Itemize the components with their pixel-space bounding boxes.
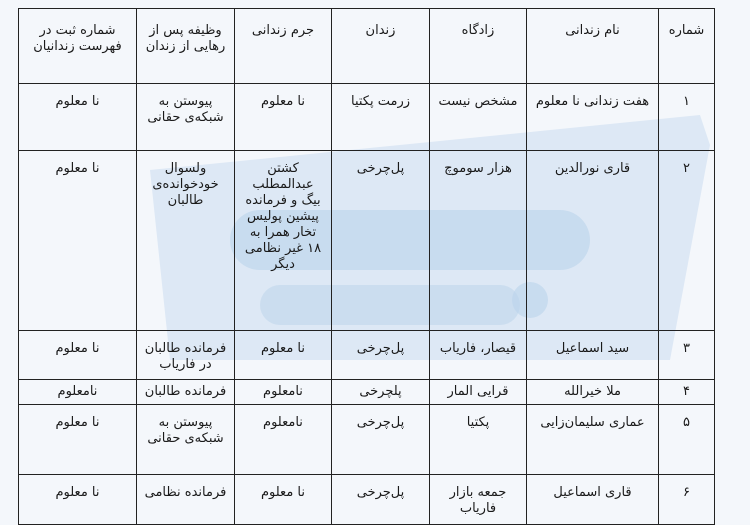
cell-birthplace: جمعه بازار فاریاب: [430, 475, 527, 525]
cell-number: ۴: [659, 380, 715, 405]
cell-birthplace: پکتیا: [430, 405, 527, 475]
cell-registry-number: نا معلوم: [19, 405, 137, 475]
cell-prisoner-name: هفت زندانی نا معلوم: [527, 84, 659, 151]
cell-number: ۶: [659, 475, 715, 525]
table-header-row: [19, 9, 715, 84]
cell-crime: نا معلوم: [235, 331, 332, 380]
cell-crime: نامعلوم: [235, 380, 332, 405]
prisoners-table: [18, 8, 715, 525]
header-crime: جرم زندانی: [235, 9, 332, 84]
cell-prisoner-name: ملا خیرالله: [527, 380, 659, 405]
cell-birthplace: مشخص نیست: [430, 84, 527, 151]
cell-registry-number: نا معلوم: [19, 331, 137, 380]
cell-birthplace: هزار سوموچ: [430, 151, 527, 331]
cell-prison: پلچرخی: [332, 380, 430, 405]
cell-crime: کشتن عبدالمطلب بیگ و فرمانده پیشین پولیس تخار همرا به ۱۸ غیر نظامی دیگر: [235, 151, 332, 331]
table-row: [19, 84, 715, 151]
cell-role-after-release: فرمانده طالبان در فاریاب: [137, 331, 235, 380]
cell-registry-number: نا معلوم: [19, 84, 137, 151]
cell-role-after-release: پیوستن به شبکه‌ی حقانی: [137, 405, 235, 475]
table-row: [19, 151, 715, 331]
header-birthplace: زادگاه: [430, 9, 527, 84]
cell-registry-number: نا معلوم: [19, 475, 137, 525]
cell-prison: پل‌چرخی: [332, 151, 430, 331]
cell-role-after-release: ولسوال خودخوانده‌ی طالبان: [137, 151, 235, 331]
cell-prisoner-name: سید اسماعیل: [527, 331, 659, 380]
cell-number: ۵: [659, 405, 715, 475]
cell-registry-number: نامعلوم: [19, 380, 137, 405]
cell-number: ۱: [659, 84, 715, 151]
header-prisoner-name: نام زندانی: [527, 9, 659, 84]
cell-birthplace: قیصار، فاریاب: [430, 331, 527, 380]
cell-number: ۳: [659, 331, 715, 380]
header-prison: زندان: [332, 9, 430, 84]
cell-crime: نا معلوم: [235, 84, 332, 151]
cell-crime: نا معلوم: [235, 475, 332, 525]
cell-crime: نامعلوم: [235, 405, 332, 475]
cell-prisoner-name: قاری نورالدین: [527, 151, 659, 331]
cell-prison: پل‌چرخی: [332, 475, 430, 525]
cell-prison: پل‌چرخی: [332, 405, 430, 475]
table-row: [19, 380, 715, 405]
header-role-after-release: وظیفه پس از رهایی از زندان: [137, 9, 235, 84]
cell-number: ۲: [659, 151, 715, 331]
cell-role-after-release: فرمانده طالبان: [137, 380, 235, 405]
cell-role-after-release: فرمانده نظامی: [137, 475, 235, 525]
table-row: [19, 405, 715, 475]
header-number: شماره: [659, 9, 715, 84]
cell-prison: پل‌چرخی: [332, 331, 430, 380]
cell-prison: زرمت پکتیا: [332, 84, 430, 151]
header-registry-number: شماره ثبت در فهرست زندانیان: [19, 9, 137, 84]
cell-prisoner-name: قاری اسماعیل: [527, 475, 659, 525]
table-row: [19, 475, 715, 525]
table-row: [19, 331, 715, 380]
cell-prisoner-name: عماری سلیمان‌زایی: [527, 405, 659, 475]
cell-birthplace: قرایی المار: [430, 380, 527, 405]
cell-registry-number: نا معلوم: [19, 151, 137, 331]
cell-role-after-release: پیوستن به شبکه‌ی حقانی: [137, 84, 235, 151]
